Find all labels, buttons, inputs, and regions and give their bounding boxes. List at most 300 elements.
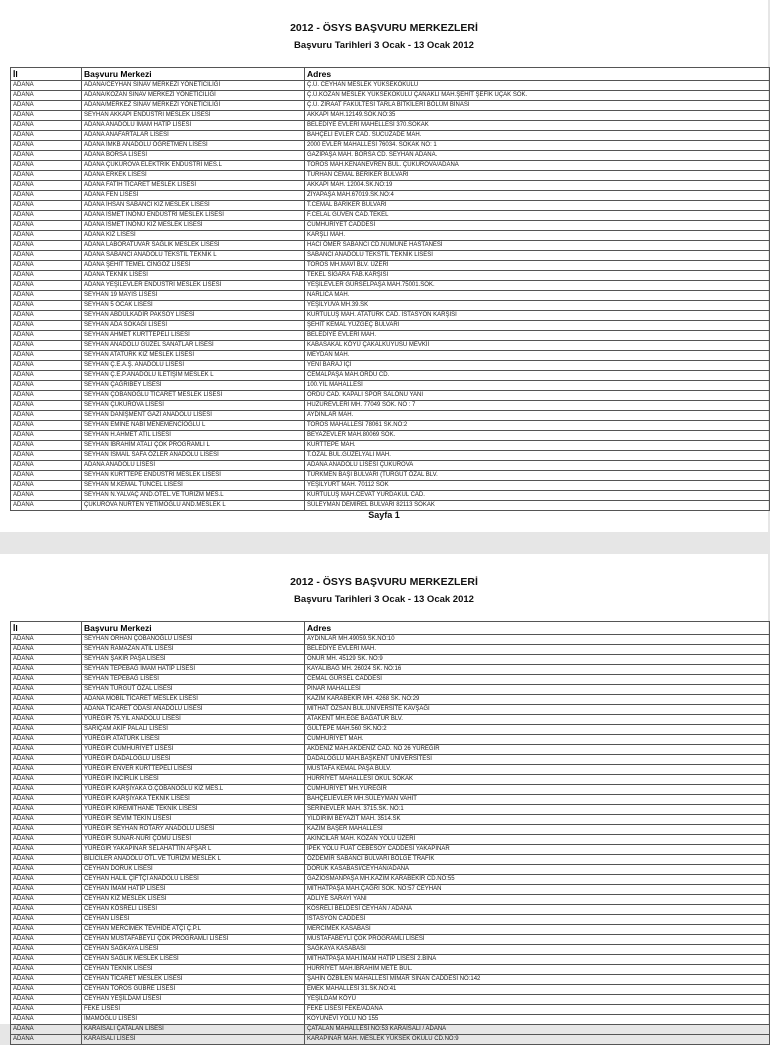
cell-il: ADANA bbox=[11, 685, 82, 695]
cell-il: ADANA bbox=[11, 775, 82, 785]
cell-il: ADANA bbox=[11, 675, 82, 685]
cell-adres: YEŞİLEVLER GÜRSELPAŞA MAH.75001.SOK. bbox=[305, 281, 770, 291]
cell-adres: BELEDİYE EVLERİ MAH. bbox=[305, 645, 770, 655]
table-row bbox=[11, 905, 770, 915]
cell-adres: KURTTEPE MAH. bbox=[305, 441, 770, 451]
cell-merkez: YÜREĞİR KARŞIYAKA TEKNİK LİSESİ bbox=[82, 795, 305, 805]
cell-il: ADANA bbox=[11, 905, 82, 915]
table-row bbox=[11, 865, 770, 875]
cell-il: ADANA bbox=[11, 1015, 82, 1025]
table-row bbox=[11, 645, 770, 655]
cell-merkez: YÜREĞİR KİREMİTHANE TEKNİK LİSESİ bbox=[82, 805, 305, 815]
table-row bbox=[11, 141, 770, 151]
cell-adres: BAHÇELİEVLER MH.SÜLEYMAN VAHİT bbox=[305, 795, 770, 805]
cell-adres: SAĞKAYA KASABASI bbox=[305, 945, 770, 955]
cell-adres: ÇATALAN MAHALLESİ NO:53 KARAİSALI / ADANA bbox=[305, 1025, 770, 1035]
cell-merkez: CEYHAN TOROS GÜBRE LİSESİ bbox=[82, 985, 305, 995]
cell-il: ADANA bbox=[11, 665, 82, 675]
cell-il: ADANA bbox=[11, 91, 82, 101]
cell-merkez: YÜREĞİR DADALOĞLU LİSESİ bbox=[82, 755, 305, 765]
cell-merkez: YÜREĞİR CUMHURİYET LİSESİ bbox=[82, 745, 305, 755]
table-row bbox=[11, 191, 770, 201]
cell-merkez: ADANA TİCARET ODASI ANADOLU LİSESİ bbox=[82, 705, 305, 715]
cell-merkez: SEYHAN KURTTEPE ENDÜSTRİ MESLEK LİSESİ bbox=[82, 471, 305, 481]
table-row bbox=[11, 451, 770, 461]
cell-il: ADANA bbox=[11, 1025, 82, 1035]
cell-merkez: SEYHAN RAMAZAN ATIL LİSESİ bbox=[82, 645, 305, 655]
cell-merkez: SEYHAN ŞAKİR PAŞA LİSESİ bbox=[82, 655, 305, 665]
cell-il: ADANA bbox=[11, 725, 82, 735]
table-row bbox=[11, 241, 770, 251]
cell-adres: Ç.Ü.KOZAN MESLEK YÜKSEKOKULU ÇANAKLI MAH.ŞEHİT ŞEFİK UÇAK SOK. bbox=[305, 91, 770, 101]
cell-adres: CUMHURİYET CADDESİ bbox=[305, 221, 770, 231]
cell-adres: TOROS MH.MAVİ BLV. ÜZERİ bbox=[305, 261, 770, 271]
table-row bbox=[11, 935, 770, 945]
cell-merkez: CEYHAN TİCARET MESLEK LİSESİ bbox=[82, 975, 305, 985]
cell-il: ADANA bbox=[11, 181, 82, 191]
cell-adres: ATAKENT MH.EGE BAĞATUR BLV. bbox=[305, 715, 770, 725]
cell-adres: AYDINLAR MAH. bbox=[305, 411, 770, 421]
cell-adres: KAYALIBAĞ MH. 26024 SK. NO:16 bbox=[305, 665, 770, 675]
table-row bbox=[11, 715, 770, 725]
table-row bbox=[11, 785, 770, 795]
cell-il: ADANA bbox=[11, 945, 82, 955]
table-row bbox=[11, 705, 770, 715]
cell-merkez: SEYHAN ANADOLU GÜZEL SANATLAR LİSESİ bbox=[82, 341, 305, 351]
cell-merkez: YÜREĞİR YAKAPINAR SELAHATTİN AFŞAR L bbox=[82, 845, 305, 855]
header-il: İl bbox=[11, 68, 82, 81]
cell-il: ADANA bbox=[11, 401, 82, 411]
cell-merkez: ADANA MOBİL TİCARET MESLEK LİSESİ bbox=[82, 695, 305, 705]
page-subtitle: Başvuru Tarihleri 3 Ocak - 13 Ocak 2012 bbox=[294, 40, 474, 51]
header-il: İl bbox=[11, 622, 82, 635]
cell-adres: Ç.Ü. CEYHAN MESLEK YÜKSEKOKULU bbox=[305, 81, 770, 91]
cell-merkez: SEYHAN ATATÜRK KIZ MESLEK LİSESİ bbox=[82, 351, 305, 361]
cell-adres: HÜRRİYET MAHALLESİ OKUL SOKAK bbox=[305, 775, 770, 785]
cell-adres: YILDIRIM BEYAZIT MAH. 3514.SK bbox=[305, 815, 770, 825]
header-row bbox=[11, 622, 770, 635]
cell-il: ADANA bbox=[11, 835, 82, 845]
table-row bbox=[11, 835, 770, 845]
cell-il: ADANA bbox=[11, 845, 82, 855]
cell-merkez: SEYHAN ÇAĞRIBEY LİSESİ bbox=[82, 381, 305, 391]
table-row bbox=[11, 181, 770, 191]
cell-merkez: SEYHAN AHMET KURTTEPELİ LİSESİ bbox=[82, 331, 305, 341]
cell-adres: ONUR MH. 45129 SK. NO:9 bbox=[305, 655, 770, 665]
cell-merkez: SEYHAN Ç.E.A.Ş. ANADOLU LİSESİ bbox=[82, 361, 305, 371]
cell-adres: F.CELAL GÜVEN CAD.TEKEL bbox=[305, 211, 770, 221]
cell-adres: FEKE LİSESİ FEKE/ADANA bbox=[305, 1005, 770, 1015]
table-row bbox=[11, 985, 770, 995]
cell-adres: TOROS MAH.KENANEVREN BUL. ÇUKUROVA/ADANA bbox=[305, 161, 770, 171]
cell-adres: TEKEL SİGARA FAB.KARŞISI bbox=[305, 271, 770, 281]
cell-adres: KÖSRELİ BELDESİ CEYHAN / ADANA bbox=[305, 905, 770, 915]
cell-adres: ORDU CAD. KAPALI SPOR SALONU YANI bbox=[305, 391, 770, 401]
cell-merkez: ADANA ANADOLU İMAM HATİP LİSESİ bbox=[82, 121, 305, 131]
cell-il: ADANA bbox=[11, 655, 82, 665]
cell-il: ADANA bbox=[11, 121, 82, 131]
cell-il: ADANA bbox=[11, 161, 82, 171]
cell-adres: TURHAN CEMAL BERİKER BULVARI bbox=[305, 171, 770, 181]
cell-adres: BELEDİYE EVLERİ MAH. bbox=[305, 331, 770, 341]
cell-merkez: ADANA YEŞİLEVLER ENDÜSTRİ MESLEK LİSESİ bbox=[82, 281, 305, 291]
cell-merkez: ADANA İHSAN SABANCI KIZ MESLEK LİSESİ bbox=[82, 201, 305, 211]
header-adres: Adres bbox=[305, 68, 770, 81]
cell-adres: MUSTAFABEYLİ ÇOK PROGRAMLI LİSESİ bbox=[305, 935, 770, 945]
cell-merkez: CEYHAN KÖSRELİ LİSESİ bbox=[82, 905, 305, 915]
table-row bbox=[11, 995, 770, 1005]
table-row bbox=[11, 351, 770, 361]
cell-il: ADANA bbox=[11, 815, 82, 825]
cell-il: ADANA bbox=[11, 141, 82, 151]
cell-il: ADANA bbox=[11, 501, 82, 511]
cell-il: ADANA bbox=[11, 645, 82, 655]
cell-adres: SABANCI ANADOLU TEKSTİL TEKNİK LİSESİ bbox=[305, 251, 770, 261]
cell-adres: Ç.Ü. ZİRAAT FAKÜLTESİ TARLA BİTKİLERİ BÖLÜM BİNASI bbox=[305, 101, 770, 111]
cell-merkez: ADANA LABORATUVAR SAĞLIK MESLEK LİSESİ bbox=[82, 241, 305, 251]
cell-merkez: KARAİSALI LİSESİ bbox=[82, 1035, 305, 1045]
cell-merkez: SEYHAN M.KEMAL TUNCEL LİSESİ bbox=[82, 481, 305, 491]
centers-table bbox=[10, 67, 770, 511]
cell-adres: KABASAKAL KÖYÜ ÇAKALKUYUSU MEVKİİ bbox=[305, 341, 770, 351]
table-row bbox=[11, 261, 770, 271]
cell-il: ADANA bbox=[11, 925, 82, 935]
cell-merkez: YÜREĞİR SEVİM TEKİN LİSESİ bbox=[82, 815, 305, 825]
cell-adres: MUSTAFA KEMAL PAŞA BULV. bbox=[305, 765, 770, 775]
cell-merkez: ADANA ERKEK LİSESİ bbox=[82, 171, 305, 181]
cell-adres: KAZIM KARABEKİR MH. 4268 SK. NO:29 bbox=[305, 695, 770, 705]
cell-il: ADANA bbox=[11, 471, 82, 481]
cell-merkez: SEYHAN TEPEBAĞ İMAM HATİP LİSESİ bbox=[82, 665, 305, 675]
cell-merkez: SEYHAN ÇOBANOĞLU TİCARET MESLEK LİSESİ bbox=[82, 391, 305, 401]
cell-merkez: SEYHAN N.YALVAÇ AND.OTEL.VE TURİZM MES.L bbox=[82, 491, 305, 501]
cell-il: ADANA bbox=[11, 381, 82, 391]
cell-adres: MİTHAT ÖZSAN BUL.ÜNİVERSİTE KAVŞAĞI bbox=[305, 705, 770, 715]
cell-adres: CUMHURİYET MAH. bbox=[305, 735, 770, 745]
table-row bbox=[11, 371, 770, 381]
cell-merkez: ADANA/MERKEZ SINAV MERKEZİ YÖNETİCILİĞİ bbox=[82, 101, 305, 111]
cell-il: ADANA bbox=[11, 855, 82, 865]
cell-il: ADANA bbox=[11, 1005, 82, 1015]
table-row bbox=[11, 945, 770, 955]
cell-il: ADANA bbox=[11, 151, 82, 161]
page-subtitle: Başvuru Tarihleri 3 Ocak - 13 Ocak 2012 bbox=[294, 594, 474, 605]
cell-merkez: ADANA BORSA LİSESİ bbox=[82, 151, 305, 161]
cell-adres: MİTHATPAŞA MAH.İMAM HATİP LİSESİ 2.BİNA bbox=[305, 955, 770, 965]
cell-il: ADANA bbox=[11, 101, 82, 111]
cell-adres: CUMHURİYET MH.YÜREĞİR bbox=[305, 785, 770, 795]
cell-il: ADANA bbox=[11, 735, 82, 745]
cell-merkez: CEYHAN HALİL ÇİFTÇİ ANADOLU LİSESİ bbox=[82, 875, 305, 885]
cell-il: ADANA bbox=[11, 635, 82, 645]
table-row bbox=[11, 1025, 770, 1035]
page-title: 2012 - ÖSYS BAŞVURU MERKEZLERİ bbox=[290, 576, 478, 588]
cell-merkez: ADANA ÇUKUROVA ELEKTRİK ENDÜSTRİ MES.L bbox=[82, 161, 305, 171]
cell-merkez: ADANA ŞEHİT TEMEL CİNGÖZ LİSESİ bbox=[82, 261, 305, 271]
table-row bbox=[11, 151, 770, 161]
table-row bbox=[11, 291, 770, 301]
table-row bbox=[11, 391, 770, 401]
cell-adres: TÜRKMEN BAŞI BULVARI (TURGUT ÖZAL BLV. bbox=[305, 471, 770, 481]
table-row bbox=[11, 161, 770, 171]
table-row bbox=[11, 431, 770, 441]
table-row bbox=[11, 411, 770, 421]
table-row bbox=[11, 461, 770, 471]
table-row bbox=[11, 471, 770, 481]
cell-adres: KARAPINAR MAH. MESLEK YÜKSEK OKULU CD.NO:9 bbox=[305, 1035, 770, 1045]
table-row bbox=[11, 331, 770, 341]
cell-merkez: SARIÇAM AKİF PALALI LİSESİ bbox=[82, 725, 305, 735]
cell-merkez: SEYHAN 19 MAYIS LİSESİ bbox=[82, 291, 305, 301]
cell-adres: SÜLEYMAN DEMİREL BULVARI 82113 SOKAK bbox=[305, 501, 770, 511]
cell-adres: 100.YIL MAHALLESİ bbox=[305, 381, 770, 391]
cell-merkez: ÇUKUROVA NURTEN YETİMOĞLU AND.MESLEK L bbox=[82, 501, 305, 511]
table-row bbox=[11, 915, 770, 925]
table-row bbox=[11, 121, 770, 131]
cell-il: ADANA bbox=[11, 331, 82, 341]
cell-adres: YENİ BARAJ İÇİ bbox=[305, 361, 770, 371]
cell-merkez: SEYHAN Ç.E.P.ANADOLU İLETİŞİM MESLEK L bbox=[82, 371, 305, 381]
cell-il: ADANA bbox=[11, 705, 82, 715]
cell-adres: 2000 EVLER MAHALLESİ 76034. SOKAK NO: 1 bbox=[305, 141, 770, 151]
cell-adres: KAZIM BAŞER MAHALLESİ bbox=[305, 825, 770, 835]
cell-adres: MEYDAN MAH. bbox=[305, 351, 770, 361]
table-row bbox=[11, 725, 770, 735]
table-row bbox=[11, 101, 770, 111]
table-row bbox=[11, 1005, 770, 1015]
table-row bbox=[11, 171, 770, 181]
table-row bbox=[11, 885, 770, 895]
cell-merkez: SEYHAN İBRAHİM ATALI ÇOK PROGRAMLI L bbox=[82, 441, 305, 451]
table-row bbox=[11, 1015, 770, 1025]
page-number: Sayfa 1 bbox=[368, 510, 400, 520]
cell-adres: YEŞİLYURT MAH. 70112 SOK bbox=[305, 481, 770, 491]
cell-il: ADANA bbox=[11, 955, 82, 965]
cell-adres: İPEK YOLU FUAT CEBESOY CADDESİ YAKAPINAR bbox=[305, 845, 770, 855]
cell-adres: ÖZDEMİR SABANCI BULVARI BÖLGE TRAFİK bbox=[305, 855, 770, 865]
table-row bbox=[11, 805, 770, 815]
table-row bbox=[11, 421, 770, 431]
cell-il: ADANA bbox=[11, 965, 82, 975]
cell-adres: T.CEMAL BARİKER BULVARI bbox=[305, 201, 770, 211]
cell-il: ADANA bbox=[11, 201, 82, 211]
cell-adres: AYDINLAR MH.49059.SK.NO:10 bbox=[305, 635, 770, 645]
table-row bbox=[11, 755, 770, 765]
table-row bbox=[11, 1035, 770, 1045]
table-row bbox=[11, 825, 770, 835]
page-2 bbox=[0, 554, 768, 1042]
cell-adres: AKKAPI MAH.12149.SOK.NO:35 bbox=[305, 111, 770, 121]
cell-il: ADANA bbox=[11, 191, 82, 201]
table-row bbox=[11, 965, 770, 975]
cell-merkez: SEYHAN AKKAPI ENDÜSTRI MESLEK LİSESİ bbox=[82, 111, 305, 121]
cell-merkez: CEYHAN İMAM HATİP LİSESİ bbox=[82, 885, 305, 895]
table-row bbox=[11, 501, 770, 511]
cell-adres: ADLİYE SARAYI YANI bbox=[305, 895, 770, 905]
cell-adres: MİTHATPAŞA MAH.ÇAĞRI SOK. NO:57 CEYHAN bbox=[305, 885, 770, 895]
cell-adres: AKKAPI MAH. 12004.SK.NO:19 bbox=[305, 181, 770, 191]
cell-il: ADANA bbox=[11, 211, 82, 221]
cell-il: ADANA bbox=[11, 785, 82, 795]
cell-il: ADANA bbox=[11, 311, 82, 321]
cell-il: ADANA bbox=[11, 351, 82, 361]
cell-il: ADANA bbox=[11, 281, 82, 291]
cell-merkez: CEYHAN YEŞİLDAM LİSESİ bbox=[82, 995, 305, 1005]
cell-adres: ZİYAPAŞA MAH.67019.SK.NO:4 bbox=[305, 191, 770, 201]
table-row bbox=[11, 131, 770, 141]
cell-merkez: BİLİCİLER ANADOLU OTL.VE TURİZM MESLEK L bbox=[82, 855, 305, 865]
cell-il: ADANA bbox=[11, 451, 82, 461]
cell-il: ADANA bbox=[11, 885, 82, 895]
cell-merkez: ADANA KIZ LİSESİ bbox=[82, 231, 305, 241]
cell-adres: BAHÇELİ EVLER CAD. SUCUZADE MAH. bbox=[305, 131, 770, 141]
centers-table bbox=[10, 621, 770, 1045]
cell-merkez: SEYHAN ABDÜLKADİR PAKSOY LİSESİ bbox=[82, 311, 305, 321]
cell-adres: SERİNEVLER MAH. 3715.SK. NO:1 bbox=[305, 805, 770, 815]
cell-il: ADANA bbox=[11, 441, 82, 451]
table-row bbox=[11, 441, 770, 451]
cell-merkez: SEYHAN ORHAN ÇOBANOĞLU LİSESİ bbox=[82, 635, 305, 645]
cell-adres: PINAR MAHALLESİ bbox=[305, 685, 770, 695]
cell-il: ADANA bbox=[11, 431, 82, 441]
table-row bbox=[11, 271, 770, 281]
table-row bbox=[11, 201, 770, 211]
table-row bbox=[11, 341, 770, 351]
cell-adres: NARLICA MAH. bbox=[305, 291, 770, 301]
cell-adres: ŞAHİN ÖZBİLEN MAHALLESİ MİMAR SİNAN CADDESİ NO:142 bbox=[305, 975, 770, 985]
cell-adres: KARŞLI MAH. bbox=[305, 231, 770, 241]
cell-adres: ADANA ANADOLU LİSESİ ÇUKUROVA bbox=[305, 461, 770, 471]
table-row bbox=[11, 775, 770, 785]
cell-merkez: YÜREĞİR İNCİRLİK LİSESİ bbox=[82, 775, 305, 785]
cell-merkez: YÜREĞİR SEYHAN ROTARY ANADOLU LİSESİ bbox=[82, 825, 305, 835]
table-row bbox=[11, 321, 770, 331]
cell-merkez: CEYHAN TEKNİK LİSESİ bbox=[82, 965, 305, 975]
table-row bbox=[11, 875, 770, 885]
cell-il: ADANA bbox=[11, 765, 82, 775]
cell-il: ADANA bbox=[11, 895, 82, 905]
cell-adres: ŞEHİT KEMAL YÜZGEÇ BULVARI bbox=[305, 321, 770, 331]
cell-merkez: İMAMOĞLU LİSESİ bbox=[82, 1015, 305, 1025]
cell-merkez: SEYHAN TEPEBAĞ LİSESİ bbox=[82, 675, 305, 685]
cell-il: ADANA bbox=[11, 875, 82, 885]
table-row bbox=[11, 685, 770, 695]
cell-merkez: ADANA SABANCI ANADOLU TEKSTİL TEKNİK L bbox=[82, 251, 305, 261]
cell-merkez: SEYHAN DANİŞMENT GAZİ ANADOLU LİSESİ bbox=[82, 411, 305, 421]
cell-merkez: YÜREĞİR 75.YIL ANADOLU LİSESİ bbox=[82, 715, 305, 725]
table-row bbox=[11, 301, 770, 311]
cell-il: ADANA bbox=[11, 975, 82, 985]
cell-merkez: CEYHAN SAĞLIK MESLEK LİSESİ bbox=[82, 955, 305, 965]
cell-adres: TOROS MAHALLESİ 78061 SK.NO:2 bbox=[305, 421, 770, 431]
cell-merkez: CEYHAN KIZ MESLEK LİSESİ bbox=[82, 895, 305, 905]
page-title: 2012 - ÖSYS BAŞVURU MERKEZLERİ bbox=[290, 22, 478, 34]
cell-il: ADANA bbox=[11, 261, 82, 271]
cell-adres: MERCİMEK KASABASI bbox=[305, 925, 770, 935]
cell-merkez: CEYHAN MUSTAFABEYLİ ÇOK PROGRAMLI LİSESİ bbox=[82, 935, 305, 945]
header-merkez: Başvuru Merkezi bbox=[82, 622, 305, 635]
cell-il: ADANA bbox=[11, 271, 82, 281]
table-row bbox=[11, 765, 770, 775]
cell-il: ADANA bbox=[11, 411, 82, 421]
cell-il: ADANA bbox=[11, 421, 82, 431]
cell-merkez: SEYHAN ADA SOKAĞI LİSESİ bbox=[82, 321, 305, 331]
cell-merkez: YÜREĞİR ATATÜRK LİSESİ bbox=[82, 735, 305, 745]
cell-merkez: ADANA FEN LİSESİ bbox=[82, 191, 305, 201]
cell-il: ADANA bbox=[11, 995, 82, 1005]
cell-adres: KOYUNEVİ YOLU NO 155 bbox=[305, 1015, 770, 1025]
table-row bbox=[11, 655, 770, 665]
cell-merkez: YÜREĞİR KARŞIYAKA O.ÇOBANOĞLU KIZ MES.L bbox=[82, 785, 305, 795]
table-row bbox=[11, 281, 770, 291]
cell-il: ADANA bbox=[11, 865, 82, 875]
table-row bbox=[11, 895, 770, 905]
table-row bbox=[11, 925, 770, 935]
cell-merkez: SEYHAN EMİNE NABİ MENEMENCİOĞLU L bbox=[82, 421, 305, 431]
cell-il: ADANA bbox=[11, 321, 82, 331]
header-merkez: Başvuru Merkezi bbox=[82, 68, 305, 81]
table-row bbox=[11, 251, 770, 261]
cell-il: ADANA bbox=[11, 111, 82, 121]
header-row bbox=[11, 68, 770, 81]
cell-il: ADANA bbox=[11, 251, 82, 261]
cell-adres: BEYAZEVLER MAH.80069 SOK. bbox=[305, 431, 770, 441]
table-row bbox=[11, 815, 770, 825]
cell-il: ADANA bbox=[11, 361, 82, 371]
cell-adres: AKDENİZ MAH.AKDENİZ CAD. NO 26 YÜREĞİR bbox=[305, 745, 770, 755]
cell-merkez: CEYHAN SAĞKAYA LİSESİ bbox=[82, 945, 305, 955]
cell-il: ADANA bbox=[11, 221, 82, 231]
cell-il: ADANA bbox=[11, 391, 82, 401]
cell-il: ADANA bbox=[11, 291, 82, 301]
cell-merkez: ADANA/CEYHAN SINAV MERKEZİ YÖNETİCILİĞİ bbox=[82, 81, 305, 91]
cell-il: ADANA bbox=[11, 491, 82, 501]
cell-merkez: ADANA TEKNİK LİSESİ bbox=[82, 271, 305, 281]
cell-adres: YEŞİLYUVA MH.39.SK bbox=[305, 301, 770, 311]
cell-adres: EMEK MAHALLESİ 31.SK.NO:41 bbox=[305, 985, 770, 995]
cell-merkez: CEYHAN LİSESİ bbox=[82, 915, 305, 925]
table-row bbox=[11, 855, 770, 865]
cell-merkez: SEYHAN TURGUT ÖZAL LİSESİ bbox=[82, 685, 305, 695]
cell-il: ADANA bbox=[11, 341, 82, 351]
table-row bbox=[11, 91, 770, 101]
cell-il: ADANA bbox=[11, 915, 82, 925]
cell-il: ADANA bbox=[11, 935, 82, 945]
cell-adres: CEMALPAŞA MAH.ORDU CD. bbox=[305, 371, 770, 381]
cell-il: ADANA bbox=[11, 371, 82, 381]
cell-adres: GAZİPAŞA MAH. BORSA CD. SEYHAN ADANA. bbox=[305, 151, 770, 161]
cell-il: ADANA bbox=[11, 755, 82, 765]
table-row bbox=[11, 845, 770, 855]
cell-adres: BELEDİYE EVLERİ MAHELLESİ 370.SOKAK bbox=[305, 121, 770, 131]
cell-adres: GAZİOSMANPAŞA MH.KAZIM KARABEKİR CD.NO:55 bbox=[305, 875, 770, 885]
cell-adres: DORUK KASABASI/CEYHAN/ADANA bbox=[305, 865, 770, 875]
cell-merkez: SEYHAN H.AHMET ATIL LİSESİ bbox=[82, 431, 305, 441]
cell-il: ADANA bbox=[11, 805, 82, 815]
cell-merkez: YÜREĞİR SUNAR-NURİ ÇOMU LİSESİ bbox=[82, 835, 305, 845]
cell-merkez: SEYHAN 5 OCAK LİSESİ bbox=[82, 301, 305, 311]
table-row bbox=[11, 81, 770, 91]
table-row bbox=[11, 675, 770, 685]
header-adres: Adres bbox=[305, 622, 770, 635]
cell-merkez: CEYHAN MERCİMEK TEVHİDE ATÇI Ç.P.L bbox=[82, 925, 305, 935]
cell-merkez: ADANA İSMET İNÖNÜ KIZ MESLEK LİSESİ bbox=[82, 221, 305, 231]
cell-il: ADANA bbox=[11, 301, 82, 311]
cell-adres: CEMAL GÜRSEL CADDESİ bbox=[305, 675, 770, 685]
cell-merkez: ADANA ANADOLU LİSESİ bbox=[82, 461, 305, 471]
table-row bbox=[11, 231, 770, 241]
cell-merkez: YÜREĞİR ENVER KURTTEPELİ LİSESİ bbox=[82, 765, 305, 775]
